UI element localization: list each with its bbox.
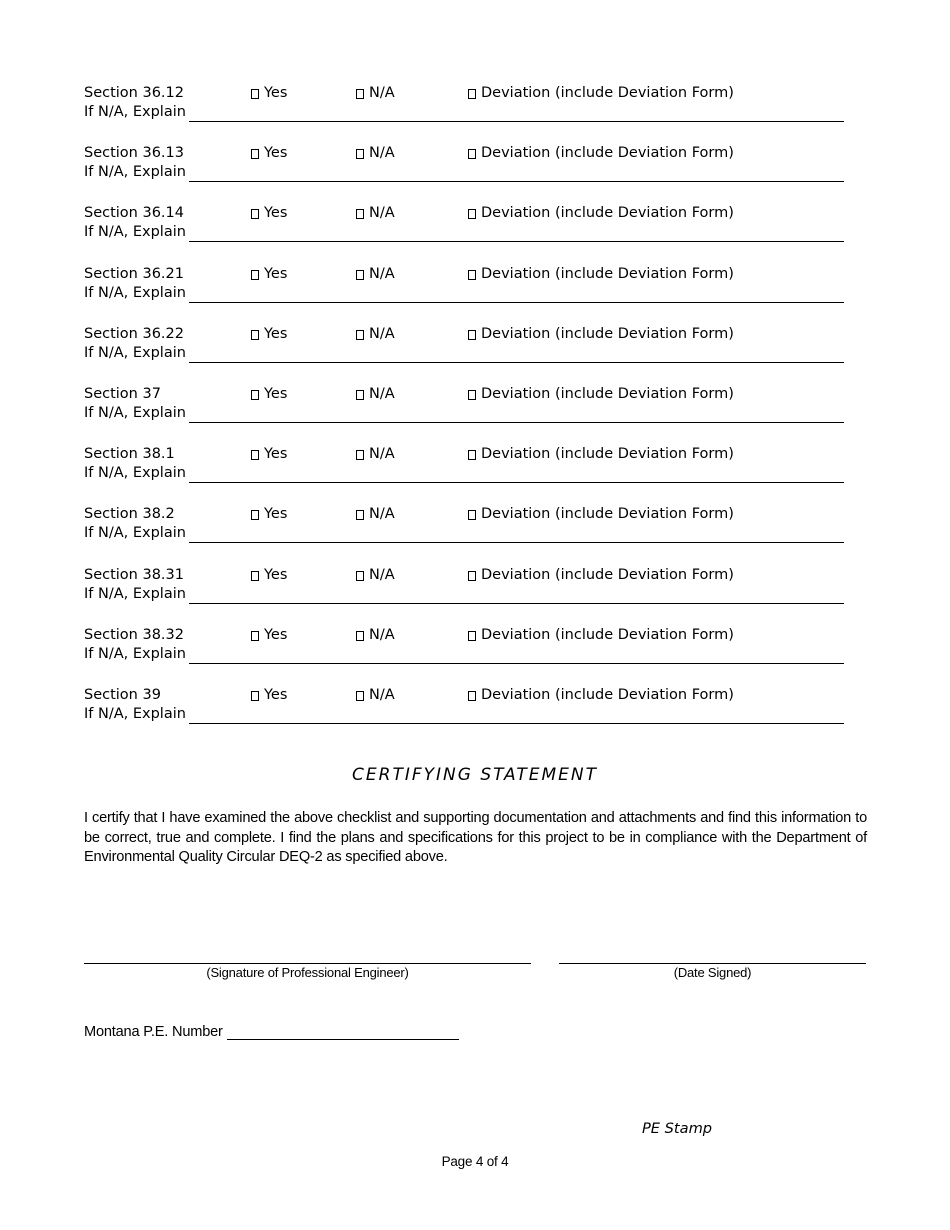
yes-checkbox[interactable] <box>251 691 259 701</box>
explain-label: If N/A, Explain <box>84 525 186 542</box>
na-label: N/A <box>369 446 395 463</box>
yes-checkbox[interactable] <box>251 330 259 340</box>
section-label: Section 36.22 <box>84 325 184 342</box>
checklist-row <box>84 84 844 144</box>
checklist-row-options <box>84 144 844 163</box>
deviation-label: Deviation (include Deviation Form) <box>481 566 734 583</box>
yes-option[interactable] <box>251 84 287 103</box>
na-label: N/A <box>369 325 395 342</box>
pe-number-line[interactable] <box>227 1021 459 1040</box>
deviation-option[interactable] <box>468 686 734 705</box>
section-label: Section 38.31 <box>84 566 184 583</box>
deviation-checkbox[interactable] <box>468 631 476 641</box>
deviation-label: Deviation (include Deviation Form) <box>481 325 734 342</box>
checklist-row <box>84 325 844 385</box>
checklist-row <box>84 204 844 264</box>
deviation-option[interactable] <box>468 204 734 223</box>
na-option[interactable] <box>356 385 395 404</box>
yes-checkbox[interactable] <box>251 89 259 99</box>
na-option[interactable] <box>356 84 395 103</box>
explain-row <box>84 464 844 483</box>
na-checkbox[interactable] <box>356 209 364 219</box>
explain-row <box>84 705 844 724</box>
explain-input-line[interactable] <box>189 466 844 483</box>
yes-label: Yes <box>264 686 288 703</box>
deviation-checkbox[interactable] <box>468 209 476 219</box>
na-checkbox[interactable] <box>356 270 364 280</box>
explain-row <box>84 585 844 604</box>
na-label: N/A <box>369 626 395 643</box>
signature-caption: (Signature of Professional Engineer) <box>206 965 409 980</box>
yes-option[interactable] <box>251 265 287 284</box>
deviation-option[interactable] <box>468 325 734 344</box>
na-label: N/A <box>369 265 395 282</box>
na-option[interactable] <box>356 626 395 645</box>
yes-label: Yes <box>264 385 288 402</box>
yes-label: Yes <box>264 145 288 162</box>
deviation-option[interactable] <box>468 84 734 103</box>
na-label: N/A <box>369 85 395 101</box>
deviation-checkbox[interactable] <box>468 571 476 581</box>
na-option[interactable] <box>356 445 395 464</box>
deviation-label: Deviation (include Deviation Form) <box>481 385 734 402</box>
na-option[interactable] <box>356 144 395 163</box>
explain-label: If N/A, Explain <box>84 465 186 482</box>
deviation-checkbox[interactable] <box>468 450 476 460</box>
deviation-option[interactable] <box>468 505 734 524</box>
yes-label: Yes <box>264 626 288 643</box>
explain-label: If N/A, Explain <box>84 404 186 421</box>
explain-input-line[interactable] <box>189 707 844 724</box>
deviation-option[interactable] <box>468 445 734 464</box>
yes-label: Yes <box>264 446 288 463</box>
na-checkbox[interactable] <box>356 450 364 460</box>
na-checkbox[interactable] <box>356 691 364 701</box>
explain-input-line[interactable] <box>189 165 844 182</box>
checklist <box>84 84 844 746</box>
deviation-checkbox[interactable] <box>468 149 476 159</box>
checklist-row-options <box>84 445 844 464</box>
yes-label: Yes <box>264 205 288 222</box>
section-label: Section 36.12 <box>84 85 184 101</box>
explain-label: If N/A, Explain <box>84 585 186 602</box>
yes-option[interactable] <box>251 445 287 464</box>
checklist-row <box>84 566 844 626</box>
checklist-row-options <box>84 204 844 223</box>
deviation-checkbox[interactable] <box>468 691 476 701</box>
explain-row <box>84 284 844 303</box>
section-label: Section 36.13 <box>84 145 184 162</box>
checklist-row <box>84 144 844 204</box>
deviation-option[interactable] <box>468 566 734 585</box>
deviation-label: Deviation (include Deviation Form) <box>481 145 734 162</box>
date-signed-line[interactable] <box>559 963 866 964</box>
checklist-row <box>84 445 844 505</box>
yes-option[interactable] <box>251 566 287 585</box>
checklist-row-options <box>84 566 844 585</box>
na-checkbox[interactable] <box>356 510 364 520</box>
explain-input-line[interactable] <box>189 225 844 242</box>
explain-input-line[interactable] <box>189 587 844 604</box>
deviation-label: Deviation (include Deviation Form) <box>481 686 734 703</box>
explain-input-line[interactable] <box>189 406 844 423</box>
signature-line[interactable] <box>84 963 531 964</box>
section-label: Section 39 <box>84 686 161 703</box>
deviation-option[interactable] <box>468 144 734 163</box>
checklist-row <box>84 626 844 686</box>
na-option[interactable] <box>356 265 395 284</box>
pe-stamp-label: PE Stamp <box>642 1120 713 1137</box>
yes-label: Yes <box>264 506 288 523</box>
explain-label: If N/A, Explain <box>84 705 186 722</box>
na-label: N/A <box>369 566 395 583</box>
checklist-row-options <box>84 505 844 524</box>
pe-number-field <box>84 1021 459 1040</box>
na-option[interactable] <box>356 566 395 585</box>
explain-label: If N/A, Explain <box>84 284 186 301</box>
yes-checkbox[interactable] <box>251 631 259 641</box>
yes-checkbox[interactable] <box>251 209 259 219</box>
checklist-row <box>84 686 844 746</box>
section-label: Section 37 <box>84 385 161 402</box>
deviation-option[interactable] <box>468 626 734 645</box>
explain-input-line[interactable] <box>189 286 844 303</box>
na-option[interactable] <box>356 325 395 344</box>
section-label: Section 38.2 <box>84 506 175 523</box>
explain-label: If N/A, Explain <box>84 164 186 181</box>
yes-label: Yes <box>264 265 288 282</box>
explain-label: If N/A, Explain <box>84 224 186 241</box>
na-label: N/A <box>369 205 395 222</box>
checklist-row-options <box>84 265 844 284</box>
explain-row <box>84 163 844 182</box>
deviation-checkbox[interactable] <box>468 510 476 520</box>
explain-input-line[interactable] <box>189 105 844 122</box>
deviation-label: Deviation (include Deviation Form) <box>481 446 734 463</box>
explain-row <box>84 103 844 122</box>
checklist-row-options <box>84 385 844 404</box>
deviation-checkbox[interactable] <box>468 390 476 400</box>
yes-option[interactable] <box>251 325 287 344</box>
explain-row <box>84 404 844 423</box>
na-checkbox[interactable] <box>356 330 364 340</box>
yes-checkbox[interactable] <box>251 149 259 159</box>
na-label: N/A <box>369 145 395 162</box>
na-label: N/A <box>369 506 395 523</box>
explain-row <box>84 223 844 242</box>
checklist-row <box>84 385 844 445</box>
yes-label: Yes <box>264 85 288 101</box>
explain-row <box>84 524 844 543</box>
yes-option[interactable] <box>251 505 287 524</box>
yes-checkbox[interactable] <box>251 390 259 400</box>
certifying-statement-title: CERTIFYING STATEMENT <box>352 765 598 785</box>
section-label: Section 38.1 <box>84 446 175 463</box>
deviation-checkbox[interactable] <box>468 270 476 280</box>
date-signed-caption: (Date Signed) <box>673 965 752 980</box>
yes-option[interactable] <box>251 686 287 705</box>
na-checkbox[interactable] <box>356 149 364 159</box>
yes-option[interactable] <box>251 204 287 223</box>
certifying-statement-body: I certify that I have examined the above checklist and supporting documentation and attachments and find this information to be correct, true and complete. I find the plans and specifications for this project to be in compliance with the Department of Environmental Quality Circular DEQ-2 as specified above. <box>84 810 867 865</box>
deviation-label: Deviation (include Deviation Form) <box>481 506 734 523</box>
yes-label: Yes <box>264 566 288 583</box>
deviation-label: Deviation (include Deviation Form) <box>481 85 734 101</box>
checklist-row-options <box>84 325 844 344</box>
pe-number-label: Montana P.E. Number <box>84 1024 223 1040</box>
deviation-checkbox[interactable] <box>468 89 476 99</box>
yes-checkbox[interactable] <box>251 270 259 280</box>
checklist-row-options <box>84 626 844 645</box>
explain-input-line[interactable] <box>189 647 844 664</box>
na-checkbox[interactable] <box>356 571 364 581</box>
checklist-row-options <box>84 686 844 705</box>
na-checkbox[interactable] <box>356 89 364 99</box>
yes-option[interactable] <box>251 626 287 645</box>
yes-checkbox[interactable] <box>251 510 259 520</box>
checklist-row <box>84 505 844 565</box>
na-checkbox[interactable] <box>356 390 364 400</box>
deviation-label: Deviation (include Deviation Form) <box>481 265 734 282</box>
section-label: Section 36.14 <box>84 205 184 222</box>
explain-label: If N/A, Explain <box>84 104 186 120</box>
checklist-row <box>84 265 844 325</box>
explain-row <box>84 344 844 363</box>
na-option[interactable] <box>356 686 395 705</box>
yes-checkbox[interactable] <box>251 571 259 581</box>
deviation-option[interactable] <box>468 385 734 404</box>
deviation-option[interactable] <box>468 265 734 284</box>
na-option[interactable] <box>356 204 395 223</box>
yes-label: Yes <box>264 325 288 342</box>
checklist-row-options <box>84 84 844 103</box>
explain-input-line[interactable] <box>189 346 844 363</box>
na-checkbox[interactable] <box>356 631 364 641</box>
deviation-label: Deviation (include Deviation Form) <box>481 626 734 643</box>
section-label: Section 36.21 <box>84 265 184 282</box>
deviation-label: Deviation (include Deviation Form) <box>481 205 734 222</box>
page-number: Page 4 of 4 <box>441 1154 509 1169</box>
explain-label: If N/A, Explain <box>84 645 186 662</box>
explain-row <box>84 645 844 664</box>
yes-checkbox[interactable] <box>251 450 259 460</box>
explain-input-line[interactable] <box>189 526 844 543</box>
yes-option[interactable] <box>251 385 287 404</box>
deviation-checkbox[interactable] <box>468 330 476 340</box>
na-label: N/A <box>369 385 395 402</box>
yes-option[interactable] <box>251 144 287 163</box>
explain-label: If N/A, Explain <box>84 344 186 361</box>
section-label: Section 38.32 <box>84 626 184 643</box>
na-option[interactable] <box>356 505 395 524</box>
na-label: N/A <box>369 686 395 703</box>
